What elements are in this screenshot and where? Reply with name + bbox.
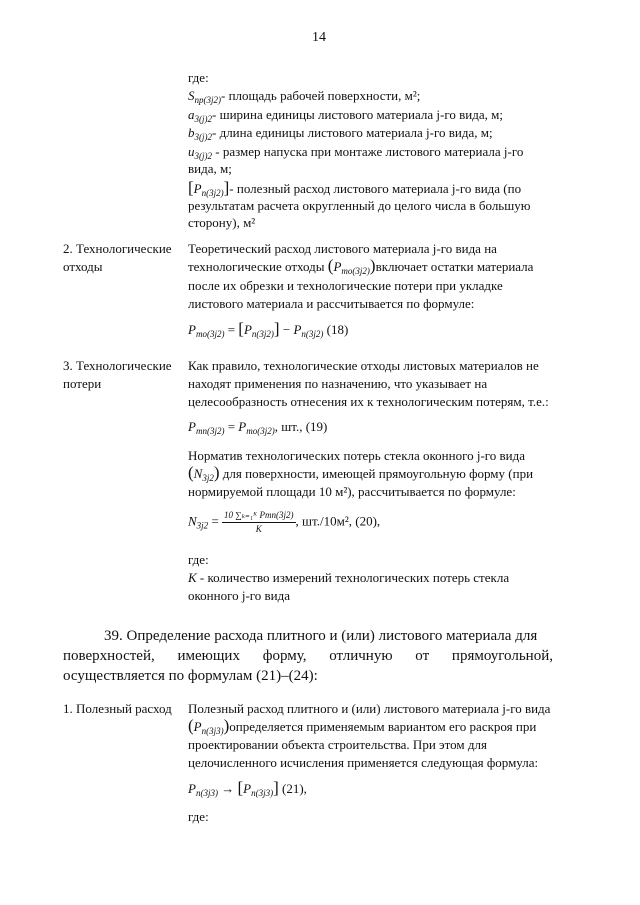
section-39-1-line-3: проектировании объекта строительства. При этом для <box>188 737 487 752</box>
def-p-cont2: сторону), м² <box>188 215 256 230</box>
def-b: $b_{3(j)2}-$ длина единицы листового материала j-го вида, м; <box>188 125 493 142</box>
norm-line-1: Норматив технологических потерь стекла оконного j-го вида <box>188 448 526 463</box>
def-k: K - количество измерений технологических потерь стекла <box>188 570 510 585</box>
section-39-line-1: 39. Определение расхода плитного и (или) листового материала для <box>104 628 538 644</box>
def-u: $u_{3(j)2}$ - размер напуска при монтаже листового материала j-го <box>188 144 524 161</box>
section-39-line-2: поверхностей, имеющих форму, отличную от прямоугольной, <box>63 648 553 664</box>
section-3-line-2: находят применения по назначению, что указывает на <box>188 376 488 391</box>
formula-20: $N_{3j2}$ = $\frac{\text{10 ∑ₖ₌₁ᴷ Pтп(3j2)}}{K}$ , шт./10м², (20), <box>188 510 381 534</box>
section-39-1-label: 1. Полезный расход <box>63 701 172 716</box>
def-u-cont: вида, м; <box>188 161 232 176</box>
where-label: где: <box>188 70 209 85</box>
section-2-label-cont: отходы <box>63 259 103 274</box>
def-a: $a_{3(j)2}-$ ширина единицы листового материала j-го вида, м; <box>188 107 503 124</box>
formula-21: $P_{п(3j3)} \to [P_{п(3j3)}]$ (21), <box>188 778 307 798</box>
def-k-cont: оконного j-го вида <box>188 588 291 603</box>
where-label-2: где: <box>188 552 209 567</box>
formula-18: $P_{то(3j2)} = [P_{п(3j2)}] - P_{п(3j2)}$ (18) <box>188 319 349 339</box>
section-39-1-line-1: Полезный расход плитного и (или) листового материала j-го вида <box>188 701 551 716</box>
def-s: $S_{пр(3j2)}-$ площадь рабочей поверхности, м²; <box>188 88 421 105</box>
section-3-line-1: Как правило, технологические отходы листовых материалов не <box>188 358 539 373</box>
section-2-line-3: после их обрезки и технологические потери при укладке <box>188 278 503 293</box>
section-2-line-1: Теоретический расход листового материала j-го вида на <box>188 241 497 256</box>
section-2-line-4: листового материала и рассчитывается по формуле: <box>188 296 475 311</box>
section-39-1-line-2: $(P_{п(3j3)})определяется$ применяемым вариантом его раскроя при <box>188 716 537 736</box>
page-number: 14 <box>312 30 326 45</box>
section-3-label: 3. Технологические <box>63 358 172 373</box>
def-p: $[P_{п(3j2)}]-$ полезный расход листового материала j-го вида (по <box>188 178 522 198</box>
norm-line-2: $(N_{3j2})$ для поверхности, имеющей прямоугольную форму (при <box>188 463 534 483</box>
section-39-1-line-4: целочисленного исчисления применяется следующая формула: <box>188 755 539 770</box>
section-39-line-3: осуществляется по формулам (21)–(24): <box>63 668 318 684</box>
where-label-3: где: <box>188 809 209 824</box>
section-3-label-cont: потери <box>63 376 102 391</box>
formula-19: $P_{тп(3j2)} = P_{то(3j2)}$, шт., (19) <box>188 419 328 436</box>
section-2-line-2: технологические отходы $(P_{то(3j2)})включает$ остатки материала <box>188 256 534 276</box>
section-3-line-3: целесообразность отнесения их к технологическим потерям, т.е.: <box>188 394 549 409</box>
norm-line-3: нормируемой площади 10 м²), рассчитывается по формуле: <box>188 484 516 499</box>
section-2-label: 2. Технологические <box>63 241 172 256</box>
def-p-cont1: результатам расчета округленный до целого числа в большую <box>188 198 531 213</box>
formula-20-fraction: $\frac{\text{10 ∑ₖ₌₁ᴷ Pтп(3j2)}}{K}$ <box>224 510 294 534</box>
